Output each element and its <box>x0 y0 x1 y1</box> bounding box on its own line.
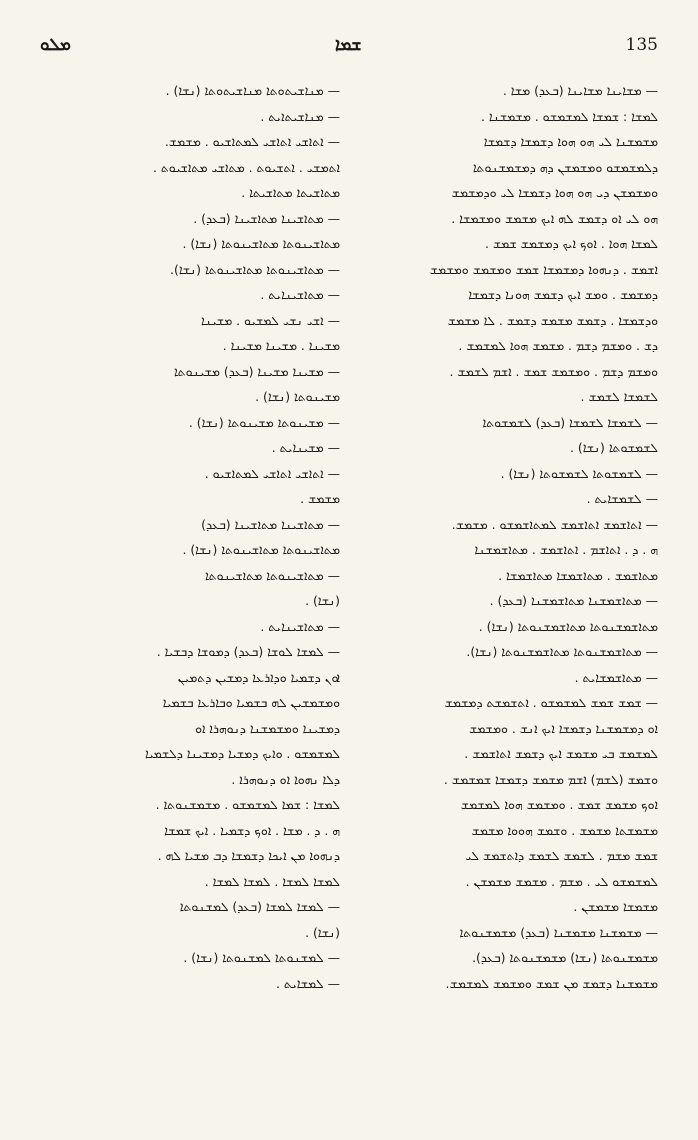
entry-line: — ܡܬܐܫܡܫܢܘܬܐ ܡܬܐܫܡܫܢܘܬܐ (ܢܫܐ). <box>466 644 658 659</box>
entry-line: — ܠܫܡܫܘܬܐ ܠܫܡܫܘܬܐ (ܢܫܐ) . <box>500 465 658 481</box>
entry-line: — ܠܡܫܐ ܠܡܫܐ (ܒܥܕ) ܠܡܫܢܘܬܐ <box>179 899 340 914</box>
entry-line: — ܐܬܐܫܡܫ ܐܬܐܫܡܫ ܠܡܬܐܫܡܫܘ . ܡܫܡܫ. <box>451 516 658 532</box>
entry-line: ܕܫ . ܘܡܫܡ ܕܫܡ . ܡܫܡܫ ܗܘܐ ܠܡܫܡܫ . <box>458 338 658 353</box>
entry-line: ܡܫܡܫܢܐ ܕܫܡܫ ܡܢ ܫܡܫ ܘܡܫܡܫ ܠܡܫܡܫ. <box>445 975 658 991</box>
entry-line: — ܡܫܡܫܢܐ ܡܫܡܫܢܐ (ܒܥܕ) ܡܫܡܫܢܘܬܐ <box>459 924 658 940</box>
entry-line: ܕܠܡܫܡܫܘ ܘܡܫܡܫܢ ܕܗ ܕܡܫܡܫܢܘܬܐ <box>472 159 658 175</box>
entry-line: — ܡܬܐܫܝܢܐܝܬ . <box>260 287 340 302</box>
entry-line: ܡܬܐܫܝܬܐ ܡܬܐܫܝܬܐ . <box>241 185 340 200</box>
entry-line: — ܫܡܫ ܫܡܫ ܠܡܫܡܫܘ . ܐܬܫܡܫܬ ܕܡܫܡܫ <box>444 695 658 710</box>
entry-line: — ܡܢܐܫܝܬܐܝܬ . <box>260 108 340 124</box>
entry-line: ܠܡܫܐ : ܫܡܫܐ ܠܡܫܡܫܘ . ܡܫܡܫܢܐ . <box>480 108 658 124</box>
entry-line: ܠܡܫܐ : ܫܡܐ ܠܡܫܡܫܘ . ܡܫܡܫܢܘܬܐ . <box>155 797 340 812</box>
entry-line: ܡܫܡܫܢܘܬܐ (ܢܫܐ) ܡܫܡܫܢܘܬܐ (ܒܥܕ). <box>472 950 658 965</box>
entry-line: ܠܡܫܡܫܘ . ܘܐܝܟ ܕܡܫܝܐ ܕܡܫܝܢܐ ܕܠܫܡܝܐ <box>145 746 340 761</box>
entry-line: ܕܡܫܝܢܐ ܘܡܫܡܫܢܐ ܕܢܘܗܪܐ ܐܘ <box>195 720 340 736</box>
right-column <box>358 78 658 1116</box>
entry-line: ܡܫܝܢܘܬܐ (ܢܫܐ) . <box>255 389 340 404</box>
entry-line: — ܠܫܡܫܐܝܬ . <box>586 491 658 506</box>
entry-line: — ܡܢܐܫܝܬܘܬܐ ܡܢܐܫܝܬܘܬܐ (ܢܫܐ) . <box>165 83 340 98</box>
entry-line: ܘܫܡܫ (ܠܫܡ) ܐܫܡ ܡܫܡܫ ܕܫܡܫܐ ܫܡܫܡܫ . <box>443 771 658 787</box>
entry-line: ܕܡܫܡܫ . ܘܡܫ ܐܝܟ ܕܫܡܫ ܗܘܢܐ ܕܫܡܫܐ <box>468 287 658 302</box>
text-columns <box>40 78 658 1116</box>
entry-line: (ܢܫܐ) . <box>305 593 340 608</box>
entry-line: — ܡܫܝܢܘܬܐ ܡܫܝܢܘܬܐ (ܢܫܐ) . <box>188 414 340 430</box>
entry-line: ܘܕܫܡܫܐ . ܕܫܡܫ ܡܫܡܫ ܕܫܡܫ . ܠܐ ܡܫܡܫ <box>447 312 658 328</box>
entry-line: — ܡܬܐܫܝܢܘܬܐ ܡܬܐܫܝܢܘܬܐ <box>204 567 340 583</box>
entry-line: — ܐܬܐܫܝ ܐܬܐܫܝ ܠܡܬܐܫܝܘ . <box>204 465 340 481</box>
running-header <box>40 30 658 60</box>
entry-line: — ܐܬܐܫܝ ܐܬܐܫܝ ܠܡܬܐܫܝܘ . ܡܫܡܫ. <box>164 134 340 149</box>
entry-line: — ܠܫܡܫܐ ܠܫܡܫܐ (ܒܥܕ) ܠܫܡܫܘܬܐ <box>482 414 658 430</box>
entry-line: — ܠܡܫܐ ܠܘܫܐ (ܒܥܕ) ܕܡܘܫܐ ܕܒܫܝܐ . <box>156 644 340 659</box>
entry-line: ܘܡܫܡܫܝܢ ܠܗ ܒܫܡܝܐ ܘܒܐܪܥܐ ܒܫܡܝܐ <box>162 695 340 710</box>
entry-line: ܗܘ ܠܝ ܐܘ ܕܫܡܫ ܠܗ ܐܝܟ ܡܫܡܫ ܘܡܫܡܫܐ . <box>451 210 658 226</box>
entry-line: ܗ . ܕ . ܐܬܐܫܡ . ܐܬܐܫܡܫ . ܡܬܐܫܡܫܢܐ <box>474 542 658 557</box>
entry-line: — ܐܫܝ ܢܫܝ ܠܡܫܝܘ . ܡܫܝܢܐ <box>201 312 340 328</box>
entry-line: ܕܠܐ ܢܗܘܐ ܐܘ ܕܢܘܗܪܐ . <box>231 771 340 787</box>
entry-line: ܡܫܝܢܐ . ܡܫܝܢܐ ܡܫܝܢܐ . <box>222 338 340 353</box>
entry-line: ܠܫܡܫܐ ܠܫܡܫ . <box>580 389 658 404</box>
entry-line: ܕܢܗܘܐ ܡܢ ܐܝܟܐ ܕܫܡܫܐ ܕܒ ܡܫܝܐ ܠܗ . <box>157 848 340 863</box>
header-guide-word-left: ܡܠܘ <box>40 35 71 55</box>
entry-line: ܘܡܫܡܫܢ ܕܝ ܗܘ ܗܘܐ ܕܫܡܫܐ ܠܝ ܘܕܡܫܡܫ <box>451 185 658 200</box>
entry-line: — ܡܫܐܝܢܐ ܡܫܐܝܢܐ (ܒܥܕ) ܡܫܐ . <box>502 83 658 98</box>
entry-line: ܡܫܡܫܬܐ ܡܫܡܫ . ܘܫܡܫ ܗܘܘܐ ܡܫܡܫ <box>471 822 658 838</box>
entry-line: ܫܡܫ ܡܫܡ . ܠܫܡܫ ܠܫܡܫ ܕܐܬܫܡܫ ܠܝ <box>465 848 658 863</box>
entry-line: ܠܫܡܫܘܬܐ (ܢܫܐ) . <box>570 440 658 455</box>
entry-line: ܡܬܐܫܡܫܢܘܬܐ ܡܬܐܫܡܫܢܘܬܐ (ܢܫܐ) . <box>478 618 658 634</box>
entry-line: ܠܡܫܡܫܘ ܠܝ . ܡܫܡ . ܡܫܡܫ ܡܫܡܫܢ . <box>465 873 658 889</box>
entry-line: ܐܘ ܕܡܫܡܫܢܐ ܕܫܡܫܐ ܐܝܟ ܐܢܫ . ܘܡܫܡܫ <box>468 720 658 736</box>
entry-line: ܡܫܡܫܢܐ ܠܝ ܗܘ ܗܘܐ ܕܫܡܫܐ ܕܫܡܫܐ <box>483 134 658 149</box>
entry-line: ܗ . ܕ . ܡܫܐ . ܐܘܟ ܕܫܡܝܐ . ܐܝܟ ܫܡܫܐ <box>164 822 340 838</box>
entry-line: ܡܬܐܫܝܢܘܬܐ ܡܬܐܫܝܢܘܬܐ (ܢܫܐ) . <box>182 236 340 251</box>
entry-line: — ܡܬܐܫܝܢܘܬܐ ܡܬܐܫܝܢܘܬܐ (ܢܫܐ). <box>170 261 340 277</box>
entry-line: ܐܬܡܫܝ . ܐܬܫܝܘܬ . ܡܬܐܫܝ ܡܬܐܫܝܘܬ . <box>152 159 340 175</box>
entry-line: ܐܘܢ ܕܫܡܝܐ ܘܕܐܪܥܐ ܕܡܫܝܢ ܕܬܡܝܢ <box>177 669 340 685</box>
entry-line: — ܡܬܐܫܡܫܢܐ ܡܬܐܫܡܫܢܐ (ܒܥܕ) . <box>489 593 658 608</box>
entry-line: ܠܡܫܡܫ ܒܝ ܡܫܡܫ ܐܝܟ ܕܫܡܫ ܐܬܐܫܡܫ . <box>464 746 658 761</box>
entry-line: — ܡܬܐܫܝܢܐܝܬ . <box>260 618 340 634</box>
entry-line: — ܡܫܝܢܐ ܡܫܝܢܐ (ܒܥܕ) ܡܫܝܢܘܬܐ <box>173 363 340 379</box>
entry-line: ܡܫܡܫܐ ܡܫܡܫܢ . <box>573 899 658 914</box>
entry-line: ܡܬܐܫܝܢܘܬܐ ܡܬܐܫܝܢܘܬܐ (ܢܫܐ) . <box>182 542 340 557</box>
entry-line: — ܠܡܫܢܘܬܐ ܠܡܫܢܘܬܐ (ܢܫܐ) . <box>183 950 340 965</box>
entry-line: (ܢܫܐ) . <box>305 924 340 940</box>
header-guide-word-center: ܫܡܐ <box>334 35 362 55</box>
page-number: 135 <box>625 35 658 55</box>
entry-line: ܐܘܟ ܡܫܡܫ ܫܡܫ . ܘܡܫܡܫ ܗܘܐ ܠܡܫܡܫ <box>460 797 658 812</box>
entry-line: — ܡܬܐܫܝܢܐ ܡܬܐܫܝܢܐ (ܒܥܕ) <box>201 516 340 532</box>
entry-line: ܡܬܐܫܡܫ . ܡܬܐܫܡܫܐ ܡܬܐܫܡܫܐ . <box>498 567 658 583</box>
entry-line: — ܠܡܫܐܝܬ . <box>276 975 340 991</box>
entry-line: — ܡܬܐܫܝܢܐ ܡܬܐܫܝܢܐ (ܒܥܕ) . <box>193 210 340 226</box>
entry-line: — ܡܬܐܫܡܫܐܝܬ . <box>574 669 658 685</box>
left-column <box>40 78 340 1116</box>
entry-line: ܡܫܡܫ . <box>300 491 340 506</box>
entry-line: ܐܫܡܫ . ܕܢܗܘܐ ܕܡܫܡܫܐ ܫܡܫ ܘܡܫܡܫ ܘܡܫܡܫ <box>429 261 658 277</box>
entry-line: — ܡܫܝܢܐܝܬ . <box>271 440 340 455</box>
entry-line: ܘܡܫܡ ܕܫܡ . ܘܡܫܡܫ ܫܡܫ . ܐܫܡ ܠܫܡܫ . <box>449 363 658 379</box>
entry-line: ܠܡܫܐ ܠܡܫܐ . ܠܡܫܐ ܠܡܫܐ . <box>204 873 340 889</box>
entry-line: ܠܡܫܐ ܗܘܐ . ܐܘܟ ܐܝܟ ܕܡܫܡܫ ܫܡܫ . <box>485 236 658 251</box>
